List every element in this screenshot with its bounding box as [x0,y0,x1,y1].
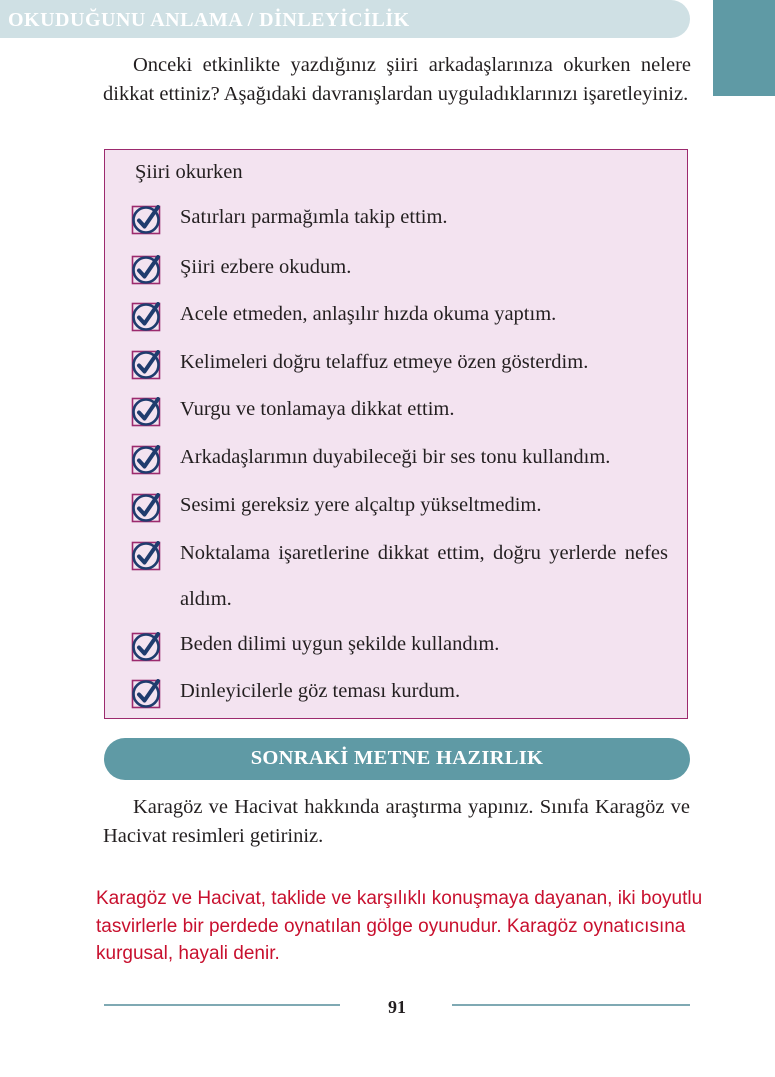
checkmark-in-box-icon[interactable] [131,445,161,475]
checklist-item-label: Kelimeleri doğru telaffuz etmeye özen gösterdim. [180,351,589,373]
intro-paragraph [103,51,691,109]
checklist-item-label: Satırları parmağımla takip ettim. [180,206,448,228]
checklist-item-label: Sesimi gereksiz yere alçaltıp yükseltmedim. [180,494,542,516]
checkmark-in-box-icon[interactable] [131,397,161,427]
top-banner-title: OKUDUĞUNU ANLAMA / DİNLEYİCİLİK [8,9,410,31]
footer-divider-left [104,1004,340,1006]
checkmark-in-box-icon[interactable] [131,541,161,571]
page-edge-tab [713,0,775,96]
checkmark-in-box-icon[interactable] [131,350,161,380]
checklist-item-label: Şiiri ezbere okudum. [180,256,352,278]
checklist-heading: Şiiri okurken [135,161,243,183]
checkmark-in-box-icon[interactable] [131,632,161,662]
checklist-item-label: Acele etmeden, anlaşılır hızda okuma yaptım. [180,303,557,325]
checklist-item-label: Vurgu ve tonlamaya dikkat ettim. [180,398,455,420]
next-text-preparation-banner [104,738,690,780]
checklist-item-label: Beden dilimi uygun şekilde kullandım. [180,633,500,655]
checklist-box [104,149,688,719]
next-section-text: Karagöz ve Hacivat hakkında araştırma yapınız. Sınıfa Karagöz ve Hacivat resimleri getiriniz. [103,796,690,847]
checkmark-in-box-icon[interactable] [131,679,161,709]
section-title: SONRAKİ METNE HAZIRLIK [250,747,544,769]
checklist-item-label: Noktalama işaretlerine dikkat ettim, doğru yerlerde nefes aldım. [180,542,668,610]
intro-text: Onceki etkinlikte yazdığınız şiiri arkadaşlarınıza okurken nelere dikkat ettiniz? Aşağıdaki davranışlardan uyguladıklarınızı işaretleyiniz. [103,54,691,105]
checkmark-in-box-icon[interactable] [131,493,161,523]
next-section-paragraph [103,793,690,851]
footer-divider-right [452,1004,690,1006]
top-section-banner [0,0,690,38]
checklist-item-label: Arkadaşlarımın duyabileceği bir ses tonu kullandım. [180,446,611,468]
checkmark-in-box-icon[interactable] [131,255,161,285]
checkmark-in-box-icon[interactable] [131,205,161,235]
page-number: 91 [388,997,406,1017]
checklist-item-label: Dinleyicilerle göz teması kurdum. [180,680,461,702]
checkmark-in-box-icon[interactable] [131,302,161,332]
handwritten-style-note: Karagöz ve Hacivat, taklide ve karşılıklı konuşmaya dayanan, iki boyutlu tasvirlerle bir perdede oynatılan gölge oyunudur. Karagöz oynatıcısına kurgusal, hayali denir. [96,888,703,964]
